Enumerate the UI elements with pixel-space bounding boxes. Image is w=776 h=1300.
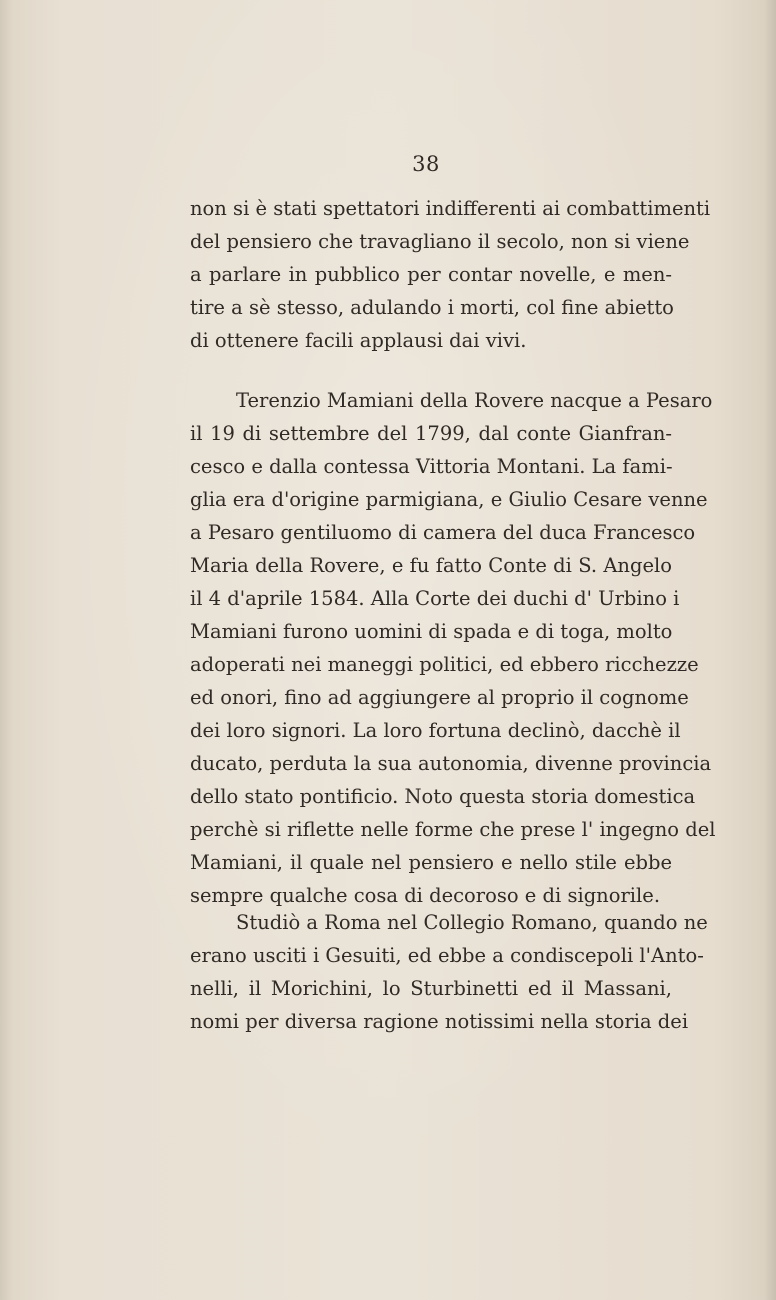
paragraph-line: Terenzio Mamiani della Rovere nacque a Pesaro	[236, 389, 713, 412]
paragraph-line: a Pesaro gentiluomo di camera del duca Francesco	[190, 521, 696, 544]
paragraph-line: Mamiani, il quale nel pensiero e nello stile ebbe	[190, 851, 672, 874]
paragraph-1	[190, 192, 711, 357]
page-number: 38	[412, 152, 440, 176]
paragraph-line: nelli, il Morichini, lo Sturbinetti ed il Massani,	[190, 977, 672, 1000]
paragraph-line: ducato, perduta la sua autonomia, divenne provincia	[190, 752, 712, 775]
paragraph-line: di ottenere facili applausi dai vivi.	[190, 329, 527, 352]
paragraph-line: dello stato pontificio. Noto questa storia domestica	[190, 785, 696, 808]
paragraph-line: dei loro signori. La loro fortuna declinò, dacchè il	[190, 719, 681, 742]
paragraph-3	[190, 906, 708, 1038]
paragraph-line: ed onori, fino ad aggiungere al proprio il cognome	[190, 686, 689, 709]
left-page-edge	[0, 0, 12, 1300]
paragraph-line: cesco e dalla contessa Vittoria Montani. La fami-	[190, 455, 673, 478]
paragraph-line: nomi per diversa ragione notissimi nella storia dei	[190, 1010, 689, 1033]
paragraph-line: Maria della Rovere, e fu fatto Conte di S. Angelo	[190, 554, 672, 577]
paragraph-line: il 19 di settembre del 1799, dal conte Gianfran-	[190, 422, 672, 445]
paragraph-line: non si è stati spettatori indifferenti ai combattimenti	[190, 197, 711, 220]
paragraph-line: glia era d'origine parmigiana, e Giulio Cesare venne	[190, 488, 708, 511]
paragraph-line: del pensiero che travagliano il secolo, non si viene	[190, 230, 690, 253]
paragraph-line: perchè si riflette nelle forme che prese l' ingegno del	[190, 818, 716, 841]
paragraph-2	[190, 384, 716, 912]
paragraph-line: sempre qualche cosa di decoroso e di signorile.	[190, 884, 661, 907]
paragraph-line: Mamiani furono uomini di spada e di toga, molto	[190, 620, 673, 643]
right-page-edge	[764, 0, 776, 1300]
paragraph-line: erano usciti i Gesuiti, ed ebbe a condiscepoli l'Anto-	[190, 944, 704, 967]
paragraph-line: il 4 d'aprile 1584. Alla Corte dei duchi d' Urbino i	[190, 587, 680, 610]
paragraph-line: Studiò a Roma nel Collegio Romano, quando ne	[236, 911, 708, 934]
paragraph-line: tire a sè stesso, adulando i morti, col fine abietto	[190, 296, 674, 319]
paragraph-line: a parlare in pubblico per contar novelle, e men-	[190, 263, 672, 286]
paragraph-line: adoperati nei maneggi politici, ed ebbero ricchezze	[190, 653, 699, 676]
